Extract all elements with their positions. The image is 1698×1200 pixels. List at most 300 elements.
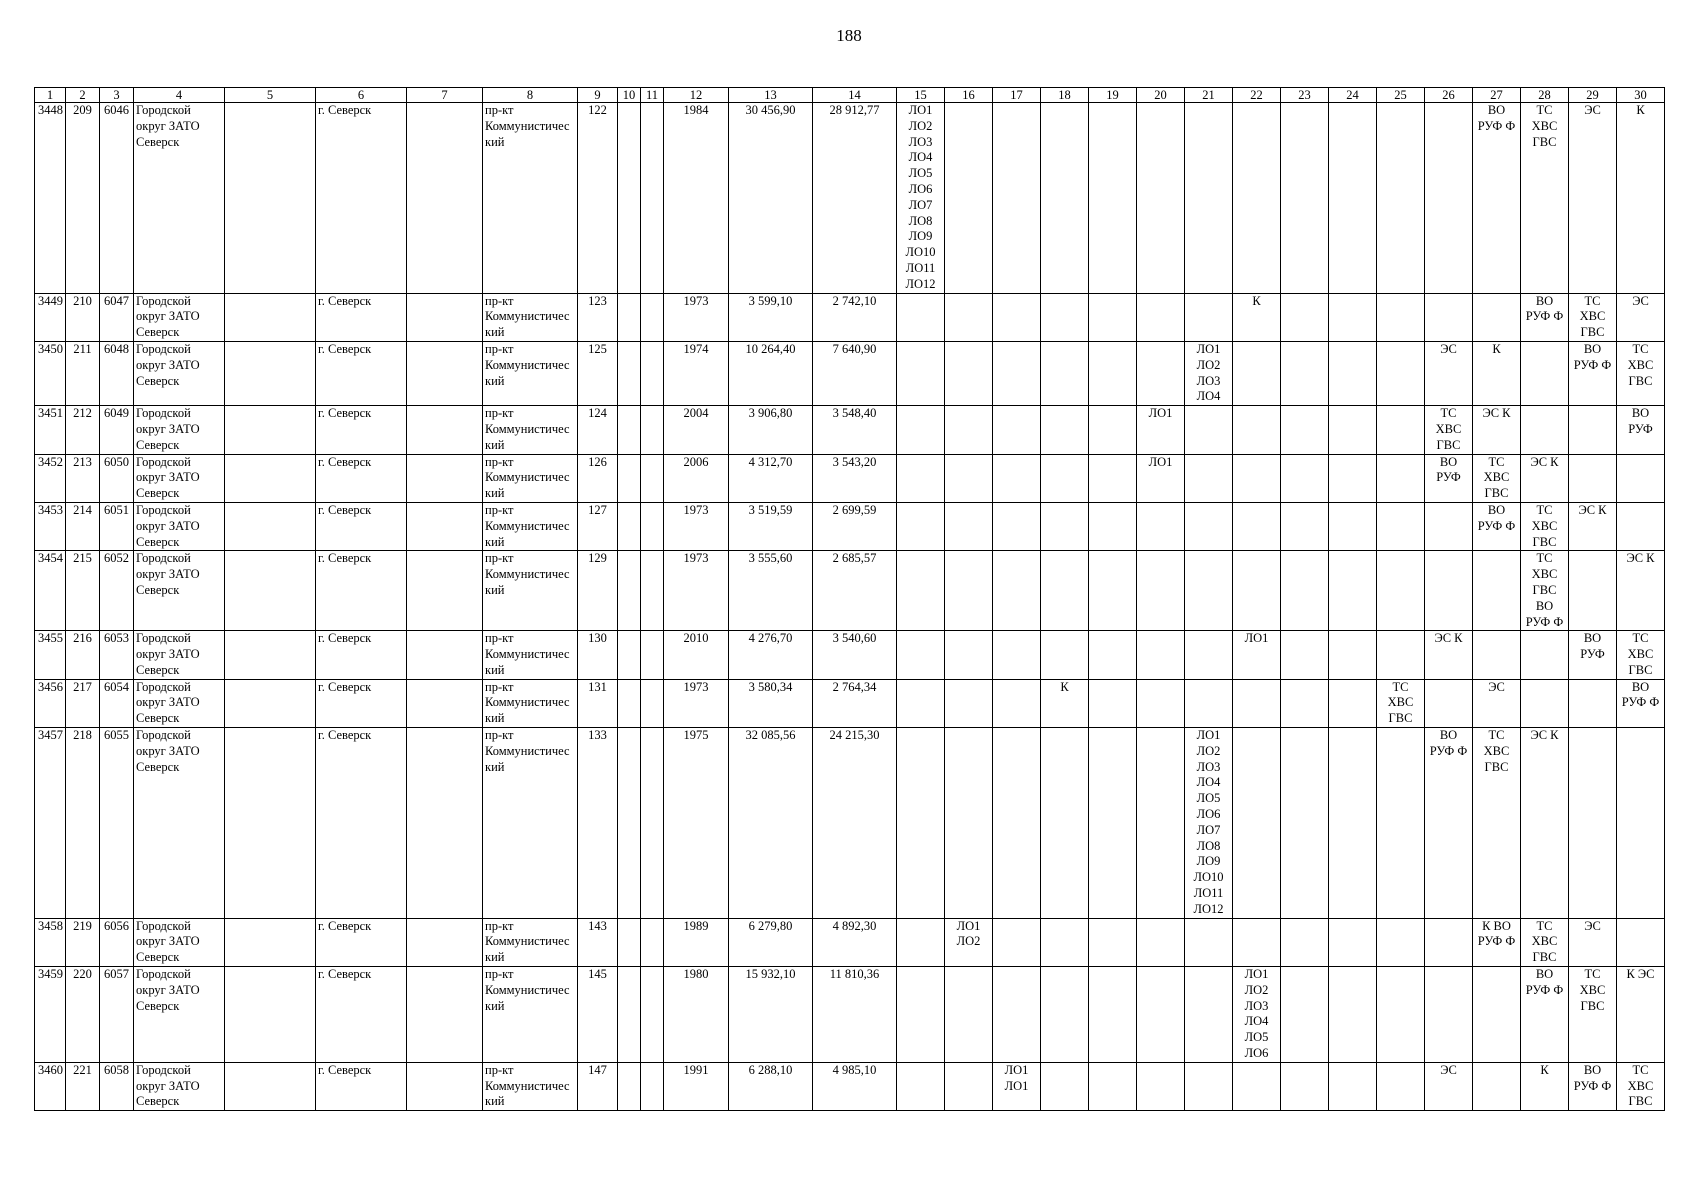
cell-col-6: г. Северск	[316, 293, 407, 341]
column-header-23: 23	[1281, 88, 1329, 103]
cell-col-4: Городской округ ЗАТО Северск	[134, 454, 225, 502]
cell-col-3: 6050	[100, 454, 134, 502]
cell-col-1: 3454	[35, 551, 66, 631]
cell-col-5	[225, 679, 316, 727]
cell-col-15	[897, 502, 945, 550]
cell-col-2: 215	[66, 551, 100, 631]
cell-col-17	[993, 551, 1041, 631]
cell-col-6: г. Северск	[316, 341, 407, 405]
cell-col-26	[1425, 967, 1473, 1063]
cell-col-27: ТС ХВС ГВС	[1473, 728, 1521, 919]
cell-col-11	[641, 551, 664, 631]
cell-col-16	[945, 103, 993, 294]
cell-col-18	[1041, 967, 1089, 1063]
cell-col-26: ВО РУФ Ф	[1425, 728, 1473, 919]
cell-col-5	[225, 341, 316, 405]
cell-col-10	[618, 1062, 641, 1110]
cell-col-21	[1185, 918, 1233, 966]
cell-col-26: ЭС	[1425, 1062, 1473, 1110]
cell-col-8: пр-кт Коммунистичес кий	[483, 728, 578, 919]
cell-col-7	[407, 551, 483, 631]
cell-col-17	[993, 918, 1041, 966]
cell-col-22	[1233, 679, 1281, 727]
cell-col-30: К	[1617, 103, 1665, 294]
column-header-21: 21	[1185, 88, 1233, 103]
cell-col-11	[641, 1062, 664, 1110]
cell-col-21	[1185, 631, 1233, 679]
cell-col-24	[1329, 502, 1377, 550]
cell-col-22	[1233, 341, 1281, 405]
cell-col-3: 6047	[100, 293, 134, 341]
cell-col-19	[1089, 631, 1137, 679]
cell-col-23	[1281, 918, 1329, 966]
column-header-14: 14	[813, 88, 897, 103]
column-header-26: 26	[1425, 88, 1473, 103]
cell-col-19	[1089, 103, 1137, 294]
cell-col-22	[1233, 502, 1281, 550]
column-header-3: 3	[100, 88, 134, 103]
column-header-22: 22	[1233, 88, 1281, 103]
cell-col-20	[1137, 1062, 1185, 1110]
cell-col-16	[945, 502, 993, 550]
cell-col-1: 3456	[35, 679, 66, 727]
cell-col-11	[641, 293, 664, 341]
cell-col-4: Городской округ ЗАТО Северск	[134, 728, 225, 919]
cell-col-5	[225, 103, 316, 294]
cell-col-14: 2 742,10	[813, 293, 897, 341]
cell-col-9: 131	[578, 679, 618, 727]
cell-col-27: ВО РУФ Ф	[1473, 502, 1521, 550]
table-body	[35, 103, 1665, 1111]
cell-col-12: 1973	[664, 679, 729, 727]
cell-col-19	[1089, 454, 1137, 502]
cell-col-1: 3457	[35, 728, 66, 919]
cell-col-15	[897, 631, 945, 679]
cell-col-4: Городской округ ЗАТО Северск	[134, 918, 225, 966]
cell-col-10	[618, 728, 641, 919]
cell-col-6: г. Северск	[316, 918, 407, 966]
cell-col-7	[407, 679, 483, 727]
cell-col-7	[407, 728, 483, 919]
cell-col-13: 3 555,60	[729, 551, 813, 631]
cell-col-29	[1569, 406, 1617, 454]
cell-col-8: пр-кт Коммунистичес кий	[483, 1062, 578, 1110]
cell-col-3: 6048	[100, 341, 134, 405]
cell-col-29: ВО РУФ	[1569, 631, 1617, 679]
cell-col-1: 3448	[35, 103, 66, 294]
cell-col-25	[1377, 293, 1425, 341]
cell-col-4: Городской округ ЗАТО Северск	[134, 502, 225, 550]
cell-col-15	[897, 406, 945, 454]
cell-col-28: ТС ХВС ГВС ВО РУФ Ф	[1521, 551, 1569, 631]
cell-col-20	[1137, 631, 1185, 679]
cell-col-13: 3 599,10	[729, 293, 813, 341]
cell-col-18	[1041, 502, 1089, 550]
cell-col-11	[641, 918, 664, 966]
cell-col-7	[407, 631, 483, 679]
cell-col-11	[641, 454, 664, 502]
cell-col-3: 6046	[100, 103, 134, 294]
cell-col-26	[1425, 502, 1473, 550]
cell-col-27	[1473, 1062, 1521, 1110]
cell-col-19	[1089, 1062, 1137, 1110]
cell-col-1: 3455	[35, 631, 66, 679]
cell-col-12: 2004	[664, 406, 729, 454]
cell-col-8: пр-кт Коммунистичес кий	[483, 341, 578, 405]
cell-col-19	[1089, 728, 1137, 919]
cell-col-26	[1425, 918, 1473, 966]
cell-col-4: Городской округ ЗАТО Северск	[134, 103, 225, 294]
column-header-15: 15	[897, 88, 945, 103]
cell-col-28: К	[1521, 1062, 1569, 1110]
cell-col-18: К	[1041, 679, 1089, 727]
cell-col-11	[641, 679, 664, 727]
column-header-28: 28	[1521, 88, 1569, 103]
cell-col-5	[225, 293, 316, 341]
column-header-6: 6	[316, 88, 407, 103]
cell-col-13: 4 276,70	[729, 631, 813, 679]
cell-col-3: 6051	[100, 502, 134, 550]
cell-col-23	[1281, 502, 1329, 550]
cell-col-28	[1521, 341, 1569, 405]
cell-col-15	[897, 918, 945, 966]
cell-col-25	[1377, 406, 1425, 454]
cell-col-23	[1281, 967, 1329, 1063]
cell-col-3: 6054	[100, 679, 134, 727]
cell-col-10	[618, 967, 641, 1063]
cell-col-23	[1281, 341, 1329, 405]
cell-col-9: 123	[578, 293, 618, 341]
cell-col-8: пр-кт Коммунистичес кий	[483, 631, 578, 679]
cell-col-15	[897, 551, 945, 631]
cell-col-20: ЛО1	[1137, 406, 1185, 454]
cell-col-27: ЭС	[1473, 679, 1521, 727]
cell-col-28: ВО РУФ Ф	[1521, 293, 1569, 341]
cell-col-6: г. Северск	[316, 502, 407, 550]
column-header-19: 19	[1089, 88, 1137, 103]
cell-col-24	[1329, 551, 1377, 631]
cell-col-14: 2 699,59	[813, 502, 897, 550]
cell-col-24	[1329, 728, 1377, 919]
cell-col-9: 143	[578, 918, 618, 966]
cell-col-21	[1185, 1062, 1233, 1110]
cell-col-15	[897, 967, 945, 1063]
cell-col-2: 212	[66, 406, 100, 454]
cell-col-16	[945, 679, 993, 727]
cell-col-2: 216	[66, 631, 100, 679]
cell-col-5	[225, 406, 316, 454]
cell-col-19	[1089, 679, 1137, 727]
cell-col-2: 210	[66, 293, 100, 341]
cell-col-21	[1185, 293, 1233, 341]
cell-col-26	[1425, 551, 1473, 631]
cell-col-10	[618, 454, 641, 502]
column-header-11: 11	[641, 88, 664, 103]
cell-col-22	[1233, 406, 1281, 454]
cell-col-5	[225, 502, 316, 550]
cell-col-14: 2 764,34	[813, 679, 897, 727]
cell-col-5	[225, 1062, 316, 1110]
cell-col-16	[945, 967, 993, 1063]
cell-col-4: Городской округ ЗАТО Северск	[134, 1062, 225, 1110]
cell-col-9: 125	[578, 341, 618, 405]
cell-col-10	[618, 918, 641, 966]
cell-col-7	[407, 1062, 483, 1110]
cell-col-17: ЛО1 ЛО1	[993, 1062, 1041, 1110]
cell-col-21	[1185, 454, 1233, 502]
page-number: 188	[836, 26, 862, 45]
cell-col-2: 221	[66, 1062, 100, 1110]
cell-col-28	[1521, 406, 1569, 454]
cell-col-29	[1569, 551, 1617, 631]
cell-col-26	[1425, 293, 1473, 341]
cell-col-18	[1041, 293, 1089, 341]
column-header-5: 5	[225, 88, 316, 103]
cell-col-28: ТС ХВС ГВС	[1521, 502, 1569, 550]
cell-col-16	[945, 454, 993, 502]
column-header-24: 24	[1329, 88, 1377, 103]
cell-col-22: К	[1233, 293, 1281, 341]
column-header-16: 16	[945, 88, 993, 103]
cell-col-24	[1329, 103, 1377, 294]
cell-col-4: Городской округ ЗАТО Северск	[134, 631, 225, 679]
cell-col-8: пр-кт Коммунистичес кий	[483, 406, 578, 454]
cell-col-25	[1377, 551, 1425, 631]
cell-col-9: 126	[578, 454, 618, 502]
cell-col-17	[993, 679, 1041, 727]
cell-col-7	[407, 103, 483, 294]
cell-col-18	[1041, 406, 1089, 454]
cell-col-6: г. Северск	[316, 1062, 407, 1110]
cell-col-30: ТС ХВС ГВС	[1617, 1062, 1665, 1110]
cell-col-27: ЭС К	[1473, 406, 1521, 454]
cell-col-13: 3 519,59	[729, 502, 813, 550]
cell-col-3: 6052	[100, 551, 134, 631]
table-row	[35, 967, 1665, 1063]
cell-col-9: 145	[578, 967, 618, 1063]
column-header-30: 30	[1617, 88, 1665, 103]
cell-col-16	[945, 341, 993, 405]
cell-col-27: ТС ХВС ГВС	[1473, 454, 1521, 502]
cell-col-15	[897, 728, 945, 919]
cell-col-13: 6 288,10	[729, 1062, 813, 1110]
cell-col-28: ТС ХВС ГВС	[1521, 103, 1569, 294]
cell-col-23	[1281, 103, 1329, 294]
cell-col-12: 1991	[664, 1062, 729, 1110]
cell-col-4: Городской округ ЗАТО Северск	[134, 341, 225, 405]
table-row	[35, 631, 1665, 679]
cell-col-5	[225, 631, 316, 679]
cell-col-13: 4 312,70	[729, 454, 813, 502]
cell-col-20	[1137, 728, 1185, 919]
cell-col-12: 1984	[664, 103, 729, 294]
cell-col-6: г. Северск	[316, 551, 407, 631]
cell-col-10	[618, 103, 641, 294]
cell-col-30	[1617, 728, 1665, 919]
table-row	[35, 918, 1665, 966]
cell-col-12: 1973	[664, 502, 729, 550]
cell-col-25	[1377, 103, 1425, 294]
cell-col-11	[641, 502, 664, 550]
cell-col-12: 1980	[664, 967, 729, 1063]
cell-col-3: 6057	[100, 967, 134, 1063]
cell-col-9: 130	[578, 631, 618, 679]
cell-col-8: пр-кт Коммунистичес кий	[483, 551, 578, 631]
cell-col-19	[1089, 918, 1137, 966]
cell-col-28: ЭС К	[1521, 728, 1569, 919]
cell-col-25	[1377, 967, 1425, 1063]
cell-col-2: 217	[66, 679, 100, 727]
cell-col-30: ЭС К	[1617, 551, 1665, 631]
cell-col-23	[1281, 728, 1329, 919]
cell-col-9: 129	[578, 551, 618, 631]
cell-col-24	[1329, 967, 1377, 1063]
cell-col-1: 3450	[35, 341, 66, 405]
column-header-12: 12	[664, 88, 729, 103]
cell-col-15	[897, 341, 945, 405]
cell-col-8: пр-кт Коммунистичес кий	[483, 103, 578, 294]
cell-col-14: 2 685,57	[813, 551, 897, 631]
cell-col-3: 6049	[100, 406, 134, 454]
cell-col-21	[1185, 679, 1233, 727]
cell-col-25	[1377, 728, 1425, 919]
cell-col-5	[225, 551, 316, 631]
cell-col-13: 3 906,80	[729, 406, 813, 454]
cell-col-13: 3 580,34	[729, 679, 813, 727]
cell-col-22	[1233, 918, 1281, 966]
cell-col-30	[1617, 454, 1665, 502]
cell-col-15	[897, 454, 945, 502]
cell-col-24	[1329, 454, 1377, 502]
table-row	[35, 406, 1665, 454]
cell-col-18	[1041, 631, 1089, 679]
cell-col-28: ВО РУФ Ф	[1521, 967, 1569, 1063]
cell-col-6: г. Северск	[316, 631, 407, 679]
column-header-1: 1	[35, 88, 66, 103]
cell-col-23	[1281, 1062, 1329, 1110]
cell-col-30: ВО РУФ Ф	[1617, 679, 1665, 727]
cell-col-4: Городской округ ЗАТО Северск	[134, 679, 225, 727]
cell-col-15	[897, 679, 945, 727]
cell-col-20: ЛО1	[1137, 454, 1185, 502]
cell-col-2: 211	[66, 341, 100, 405]
cell-col-6: г. Северск	[316, 406, 407, 454]
cell-col-18	[1041, 103, 1089, 294]
cell-col-22	[1233, 454, 1281, 502]
cell-col-23	[1281, 551, 1329, 631]
cell-col-12: 1974	[664, 341, 729, 405]
cell-col-20	[1137, 293, 1185, 341]
cell-col-9: 124	[578, 406, 618, 454]
cell-col-16: ЛО1 ЛО2	[945, 918, 993, 966]
cell-col-19	[1089, 341, 1137, 405]
column-header-17: 17	[993, 88, 1041, 103]
cell-col-28	[1521, 679, 1569, 727]
cell-col-26: ВО РУФ	[1425, 454, 1473, 502]
cell-col-23	[1281, 406, 1329, 454]
cell-col-18	[1041, 341, 1089, 405]
cell-col-15	[897, 293, 945, 341]
cell-col-14: 28 912,77	[813, 103, 897, 294]
cell-col-29	[1569, 728, 1617, 919]
column-header-20: 20	[1137, 88, 1185, 103]
cell-col-17	[993, 502, 1041, 550]
cell-col-29: ЭС К	[1569, 502, 1617, 550]
cell-col-17	[993, 631, 1041, 679]
cell-col-6: г. Северск	[316, 679, 407, 727]
column-header-10: 10	[618, 88, 641, 103]
cell-col-24	[1329, 293, 1377, 341]
table-row	[35, 454, 1665, 502]
cell-col-14: 3 548,40	[813, 406, 897, 454]
cell-col-25	[1377, 341, 1425, 405]
cell-col-11	[641, 728, 664, 919]
cell-col-4: Городской округ ЗАТО Северск	[134, 293, 225, 341]
column-header-29: 29	[1569, 88, 1617, 103]
cell-col-23	[1281, 454, 1329, 502]
cell-col-2: 213	[66, 454, 100, 502]
cell-col-12: 1975	[664, 728, 729, 919]
cell-col-10	[618, 502, 641, 550]
cell-col-19	[1089, 967, 1137, 1063]
cell-col-16	[945, 551, 993, 631]
cell-col-29	[1569, 454, 1617, 502]
cell-col-6: г. Северск	[316, 103, 407, 294]
cell-col-5	[225, 967, 316, 1063]
cell-col-29: ТС ХВС ГВС	[1569, 967, 1617, 1063]
cell-col-1: 3449	[35, 293, 66, 341]
cell-col-11	[641, 631, 664, 679]
cell-col-11	[641, 406, 664, 454]
table-row	[35, 341, 1665, 405]
cell-col-6: г. Северск	[316, 967, 407, 1063]
cell-col-21	[1185, 967, 1233, 1063]
cell-col-15: ЛО1 ЛО2 ЛО3 ЛО4 ЛО5 ЛО6 ЛО7 ЛО8 ЛО9 ЛО10 ЛО11 ЛО12	[897, 103, 945, 294]
cell-col-26: ЭС	[1425, 341, 1473, 405]
table-row	[35, 679, 1665, 727]
cell-col-9: 147	[578, 1062, 618, 1110]
cell-col-5	[225, 728, 316, 919]
cell-col-24	[1329, 341, 1377, 405]
column-header-13: 13	[729, 88, 813, 103]
cell-col-14: 4 892,30	[813, 918, 897, 966]
cell-col-27: ВО РУФ Ф	[1473, 103, 1521, 294]
cell-col-8: пр-кт Коммунистичес кий	[483, 967, 578, 1063]
cell-col-2: 209	[66, 103, 100, 294]
cell-col-1: 3453	[35, 502, 66, 550]
column-header-7: 7	[407, 88, 483, 103]
cell-col-7	[407, 967, 483, 1063]
cell-col-9: 127	[578, 502, 618, 550]
cell-col-23	[1281, 631, 1329, 679]
cell-col-1: 3451	[35, 406, 66, 454]
cell-col-28: ЭС К	[1521, 454, 1569, 502]
cell-col-11	[641, 103, 664, 294]
cell-col-10	[618, 679, 641, 727]
cell-col-8: пр-кт Коммунистичес кий	[483, 918, 578, 966]
cell-col-24	[1329, 918, 1377, 966]
cell-col-27: К ВО РУФ Ф	[1473, 918, 1521, 966]
cell-col-3: 6058	[100, 1062, 134, 1110]
header-row	[35, 88, 1665, 103]
cell-col-20	[1137, 679, 1185, 727]
cell-col-23	[1281, 679, 1329, 727]
cell-col-21	[1185, 406, 1233, 454]
table-row	[35, 293, 1665, 341]
cell-col-30: ЭС	[1617, 293, 1665, 341]
column-header-2: 2	[66, 88, 100, 103]
cell-col-12: 2010	[664, 631, 729, 679]
